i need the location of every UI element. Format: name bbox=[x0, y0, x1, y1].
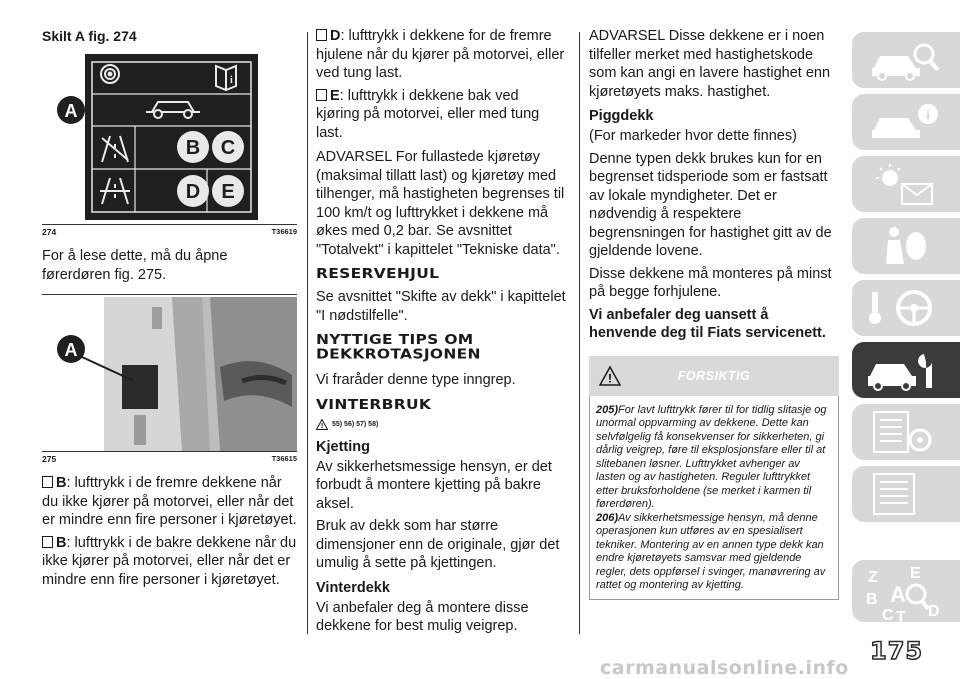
figure-275-code: T36615 bbox=[271, 454, 297, 463]
column-1 bbox=[42, 28, 297, 593]
heading-vinterdekk: Vinterdekk bbox=[316, 579, 390, 596]
piggdekk-paragraph-3: Disse dekkene må monteres på minst på begge forhjulene. bbox=[589, 265, 832, 300]
callout-a: A bbox=[64, 340, 78, 360]
index-letters-icon bbox=[866, 566, 956, 626]
tab-warning-lights[interactable] bbox=[852, 156, 960, 212]
svg-text:Z: Z bbox=[868, 569, 878, 586]
column-divider bbox=[579, 32, 580, 634]
column-divider bbox=[307, 32, 308, 634]
maintenance-list-icon bbox=[866, 410, 946, 454]
label-d: D bbox=[185, 181, 201, 203]
heading-dekkrotasjon: NYTTIGE TIPS OM DEKKROTASJONEN bbox=[316, 332, 481, 362]
figure-275 bbox=[42, 297, 297, 451]
label-c: C bbox=[220, 137, 236, 159]
airbag-safety-icon bbox=[866, 224, 946, 268]
column-3 bbox=[589, 27, 839, 600]
vinterdekk-text: Vi anbefaler deg å montere disse dekkene for best mulig veigrep. bbox=[316, 599, 529, 634]
figure-275-top-rule bbox=[42, 294, 297, 295]
list-item: E: lufttrykk i dekkene bak ved kjøring på motorvei, eller med tung last. bbox=[316, 87, 540, 141]
tab-emergency[interactable] bbox=[852, 342, 960, 398]
tab-maintenance[interactable] bbox=[852, 404, 960, 460]
steering-wheel-key-icon bbox=[866, 286, 946, 330]
warning-triangle-icon bbox=[599, 366, 621, 386]
list-item: B: lufttrykk i de fremre dekkene når du ikke kjører på motorvei, eller når det er mindre enn fire personer i kjøretøyet. bbox=[42, 475, 297, 528]
piggdekk-paragraph-2: Denne typen dekk brukes kun for en begrenset tidsperiode som er fastsatt av lokale myndigheter. Det er nødvendig å respektere begrensningen for hastighet gitt av de gjeldende lovene. bbox=[589, 150, 832, 259]
svg-text:D: D bbox=[928, 603, 940, 620]
heading-kjetting: Kjetting bbox=[316, 438, 370, 455]
warning-triangle-icon bbox=[316, 419, 328, 430]
figure-274-number: 274 bbox=[42, 227, 57, 237]
tire-label-sticker bbox=[122, 365, 158, 409]
car-search-icon bbox=[866, 38, 946, 82]
svg-text:i: i bbox=[230, 75, 233, 86]
figure-274-rule bbox=[42, 224, 297, 225]
car-wrench-icon bbox=[866, 348, 946, 392]
svg-text:!: ! bbox=[608, 371, 612, 385]
tab-car-info[interactable] bbox=[852, 94, 960, 150]
heading-reservehjul: RESERVEHJUL bbox=[316, 266, 440, 282]
kjetting-paragraph-2: Bruk av dekk som har større dimensjoner enn de originale, gjør det umulig å sette på kjettingen. bbox=[316, 518, 560, 571]
tab-starting-driving[interactable] bbox=[852, 280, 960, 336]
figure-275-number: 275 bbox=[42, 454, 57, 464]
technical-data-icon bbox=[866, 472, 946, 516]
caution-note-206: 206)Av sikkerhetsmessige hensyn, må denne operasjonen kun utføres av en spesialisert tekniker. Montering av en annen type dekk kan endre kjøretøyets samsvar med gjeldende regler, dets oppførsel i svinger, manøvrering av rattet og montering av kjetting. bbox=[596, 511, 826, 591]
column-2 bbox=[316, 27, 566, 640]
door-frame-illustration bbox=[42, 297, 297, 451]
figure-275-caption bbox=[42, 454, 297, 464]
figure-274-title: Skilt A fig. 274 bbox=[42, 28, 137, 44]
checkbox-bullet-icon bbox=[316, 89, 327, 101]
callout-a: A bbox=[64, 101, 78, 121]
svg-text:C: C bbox=[882, 607, 894, 624]
label-e: E bbox=[221, 181, 235, 203]
checkbox-bullet-icon bbox=[42, 536, 53, 548]
svg-text:!: ! bbox=[320, 422, 324, 430]
kjetting-paragraph-1: Av sikkerhetsmessige hensyn, er det forbudt å montere kjetting på bakre aksel. bbox=[316, 458, 552, 512]
svg-text:E: E bbox=[910, 566, 921, 582]
watermark: carmanualsonline.info bbox=[600, 657, 849, 679]
tire-pressure-label-illustration bbox=[42, 52, 297, 224]
figure-275-rule bbox=[42, 451, 297, 452]
figure-274-caption bbox=[42, 227, 297, 237]
warning-paragraph: ADVARSEL Disse dekkene er i noen tilfeller merket med hastighetskode som kan angi en lavere hastighet enn kjøretøyets maks. hastighet. bbox=[589, 28, 831, 100]
checkbox-bullet-icon bbox=[42, 476, 53, 488]
checkbox-bullet-icon bbox=[316, 29, 327, 41]
figure-274-code: T36619 bbox=[271, 227, 297, 236]
tab-index[interactable] bbox=[852, 560, 960, 626]
caution-box bbox=[589, 356, 839, 600]
figure-274 bbox=[42, 52, 297, 224]
pressure-list bbox=[42, 474, 297, 589]
piggdekk-paragraph-1: (For markeder hvor dette finnes) bbox=[589, 128, 797, 144]
caution-header bbox=[589, 356, 839, 396]
caution-note-205: 205)For lavt lufttrykk fører til for tidlig slitasje og unormal oppvarming av dekkene. Dette kan selvfølgelig få konsekvenser for sikkerheten, gi dårlig veigrep, føre til eksplosjonsfare eller til at slitebanen løsner. Lufttrykket avhenger av lasten og av hastigheten. Reguler lufttrykket etter bruksforholdene (se merket i karmen til førerdøren). bbox=[596, 403, 827, 510]
tab-car-search[interactable] bbox=[852, 32, 960, 88]
tab-airbag-safety[interactable] bbox=[852, 218, 960, 274]
paragraph-open-door: For å lese dette, må du åpne førerdøren fig. 275. bbox=[42, 248, 228, 283]
label-b: B bbox=[185, 137, 201, 159]
caution-body bbox=[589, 396, 839, 600]
caution-references: ! 55) 56) 57) 58) bbox=[316, 419, 566, 430]
svg-text:B: B bbox=[866, 591, 878, 608]
list-item: B: lufttrykk i de bakre dekkene når du ikke kjører på motorvei, eller når det er mindre enn fire personer i kjøretøyet. bbox=[42, 534, 297, 588]
reservehjul-text: Se avsnittet "Skifte av dekk" i kapittelet "I nødstilfelle". bbox=[316, 289, 566, 324]
heading-piggdekk: Piggdekk bbox=[589, 108, 654, 124]
svg-text:T: T bbox=[896, 609, 906, 626]
list-item: D: lufttrykk i dekkene for de fremre hjulene når du kjører på motorvei, eller ved tung last. bbox=[316, 28, 565, 81]
dekkrotasjon-text: Vi fraråder denne type inngrep. bbox=[316, 372, 516, 388]
tab-technical-data[interactable] bbox=[852, 466, 960, 522]
caution-title: FORSIKTIG bbox=[677, 368, 751, 383]
service-recommendation: Vi anbefaler deg uansett å henvende deg til Fiats servicenett. bbox=[589, 306, 826, 341]
warning-lights-icon bbox=[866, 162, 946, 206]
svg-text:i: i bbox=[926, 108, 930, 123]
heading-vinterbruk: VINTERBRUK bbox=[316, 396, 432, 412]
warning-paragraph: ADVARSEL For fullastede kjøretøy (maksimal tillatt last) og kjøretøy med tilhenger, må hastigheten begrenses til 100 km/t og lufttrykket i dekkene må økes med 0,2 bar. Se avsnittet "Totalvekt" i kapittelet "Tekniske data". bbox=[316, 149, 565, 258]
car-info-icon bbox=[866, 100, 946, 144]
page-number: 175 bbox=[870, 637, 924, 665]
svg-text:A: A bbox=[890, 582, 906, 607]
